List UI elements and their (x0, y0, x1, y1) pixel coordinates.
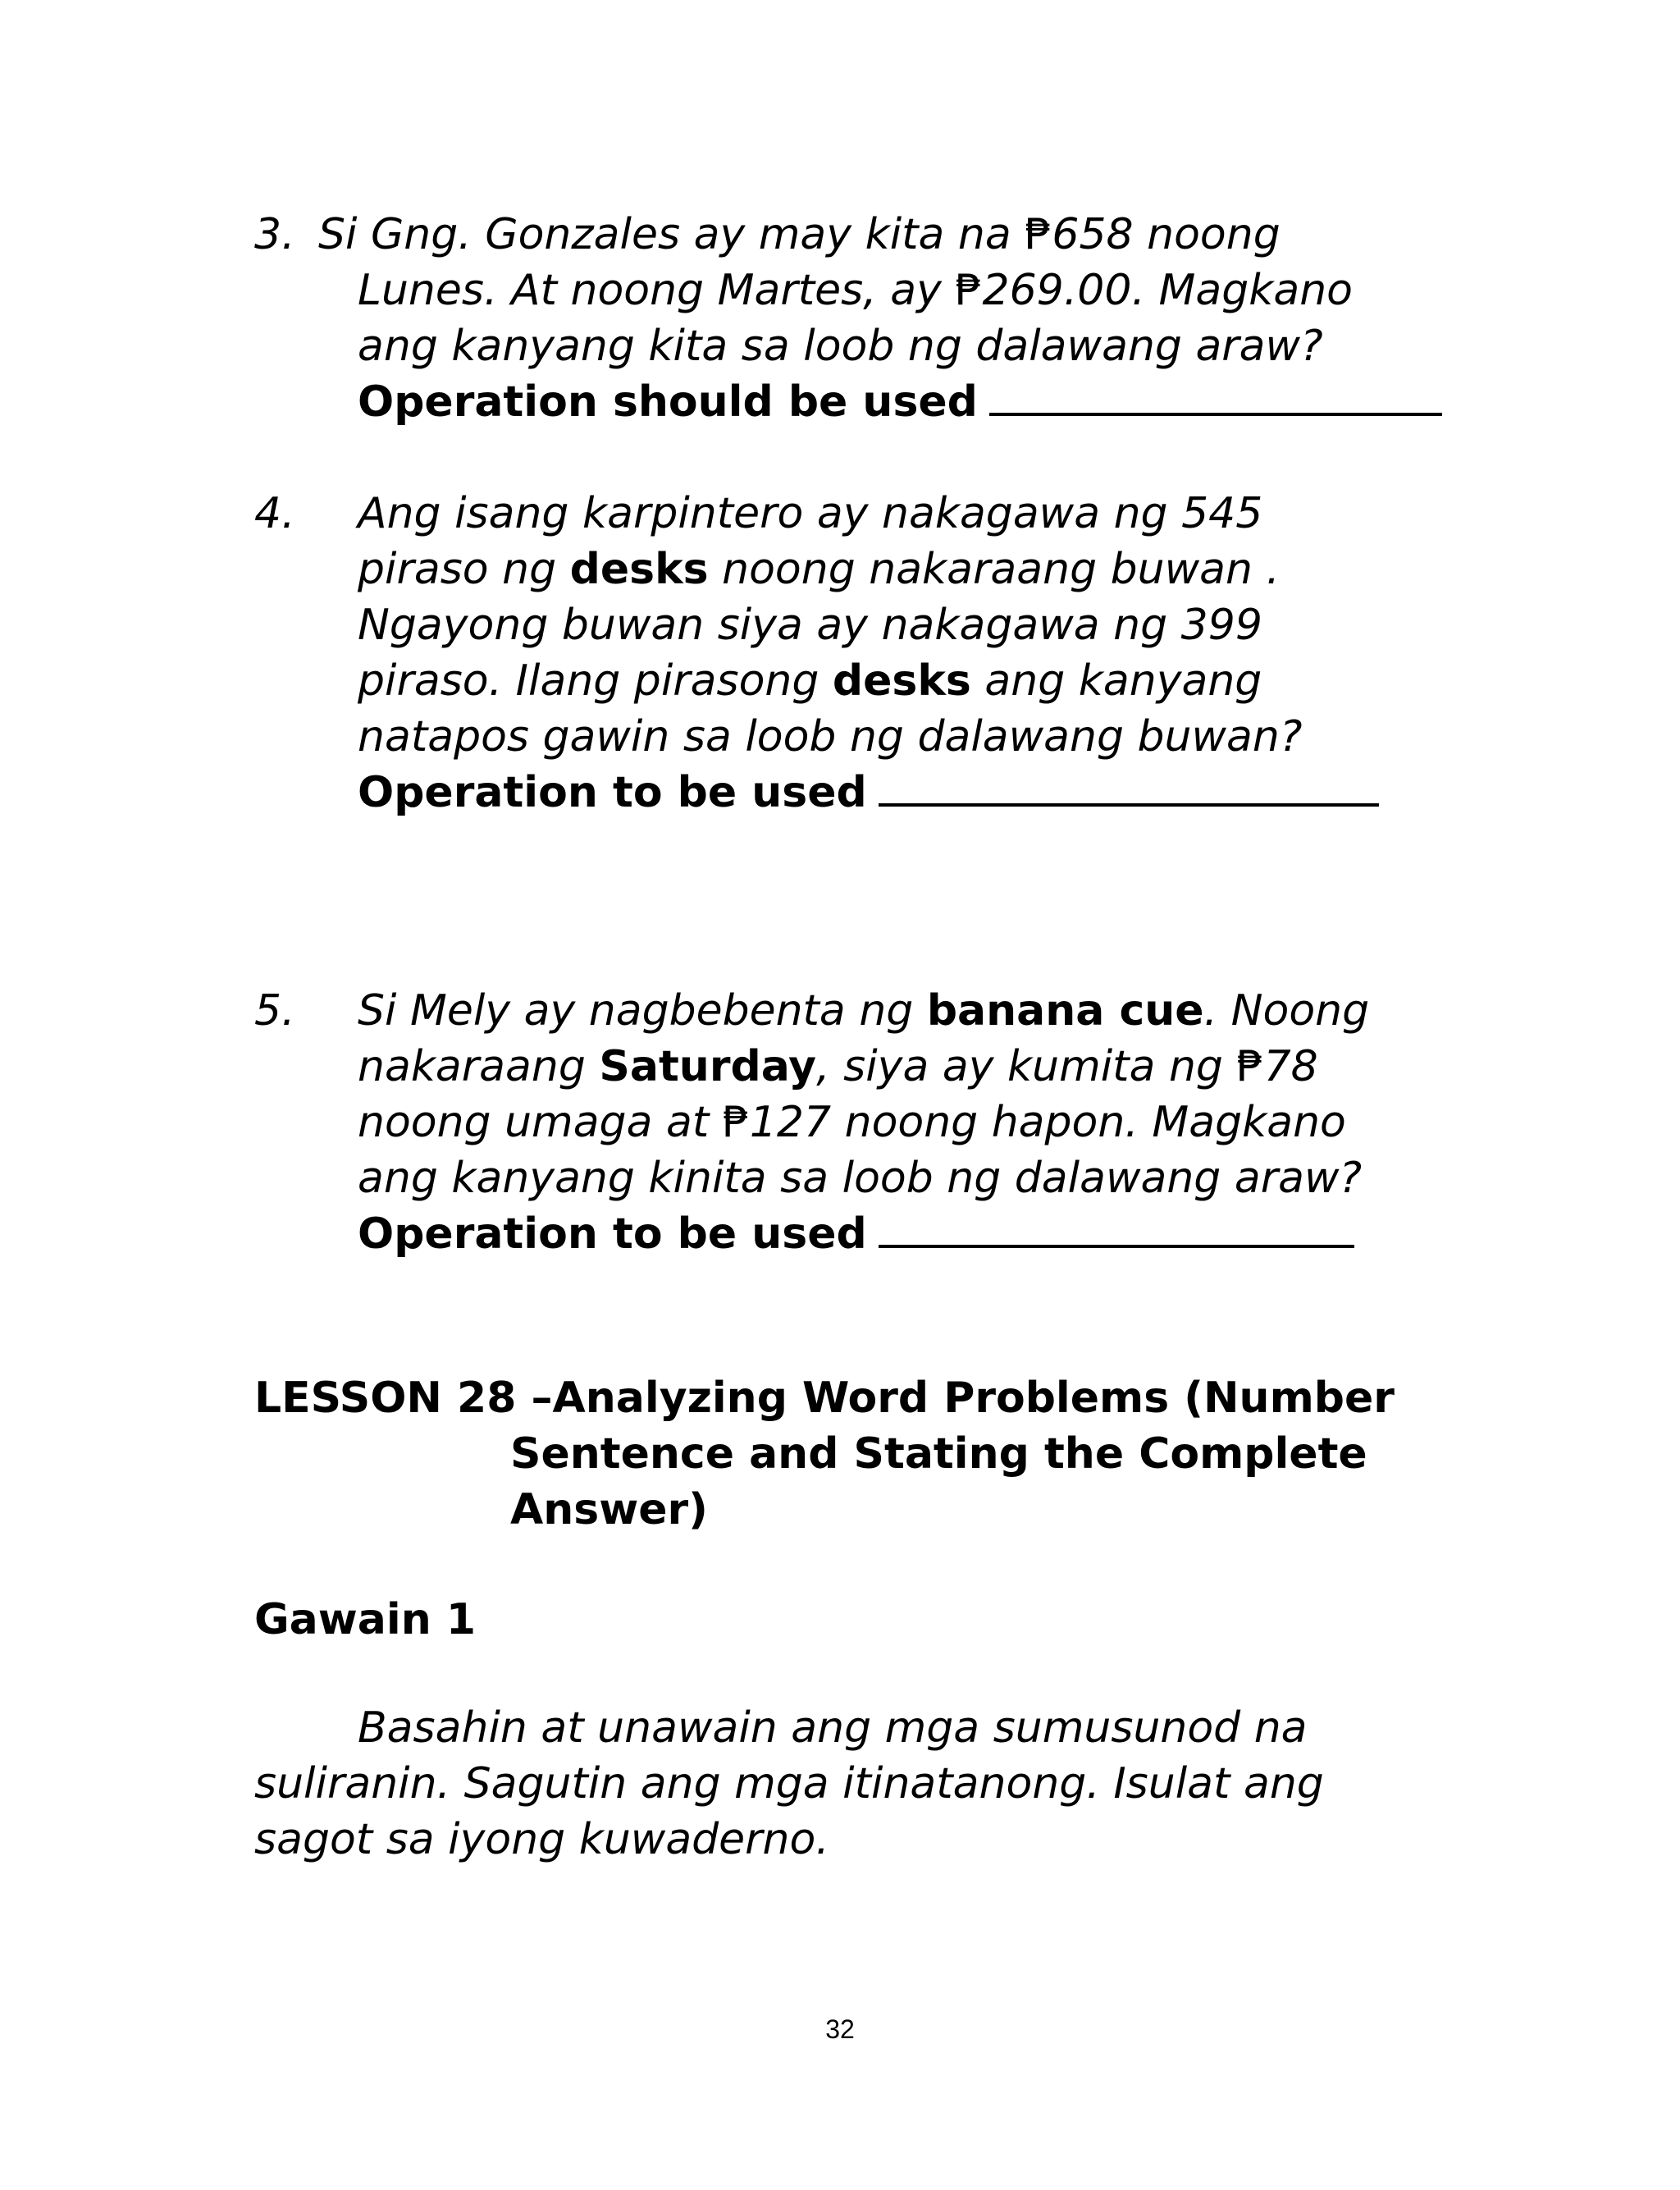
problem-4-line-4: piraso. Ilang pirasong desks ang kanyang (358, 656, 1262, 706)
problem-5-line-3: noong umaga at ₱127 noong hapon. Magkano (358, 1095, 1346, 1150)
problem-3-line-1: Si Gng. Gonzales ay may kita na ₱658 noong (318, 207, 1281, 263)
problem-3-operation: Operation should be used (358, 374, 1442, 430)
lesson-heading-line-3: Answer) (510, 1485, 708, 1534)
page-number: 32 (825, 2014, 855, 2044)
lesson-heading-line-1: LESSON 28 –Analyzing Word Problems (Number (254, 1374, 1395, 1423)
problem-4-line-3: Ngayong buwan siya ay nakagawa ng 399 (358, 601, 1262, 650)
peso-sign: ₱ (955, 266, 983, 315)
problem-number: 3. (254, 210, 295, 259)
instruction-line-2: suliranin. Sagutin ang mga itinatanong. Isulat ang (254, 1759, 1324, 1808)
peso-sign: ₱ (1236, 1042, 1264, 1091)
problem-number: 4. (254, 489, 295, 538)
peso-sign: ₱ (722, 1098, 750, 1147)
problem-4-line-1: Ang isang karpintero ay nakagawa ng 545 (358, 489, 1263, 538)
problem-3-line-3: ang kanyang kita sa loob ng dalawang araw? (358, 322, 1323, 371)
problem-5-line-1: Si Mely ay nagbebenta ng banana cue. Noong (358, 986, 1370, 1036)
problem-number: 5. (254, 986, 295, 1036)
problem-5-operation: Operation to be used (358, 1206, 1354, 1262)
problem-5-line-2: nakaraang Saturday, siya ay kumita ng ₱78 (358, 1039, 1318, 1095)
problem-3-line-2: Lunes. At noong Martes, ay ₱269.00. Magkano (358, 263, 1353, 318)
problem-4-line-2: piraso ng desks noong nakaraang buwan . (358, 545, 1281, 594)
problem-4-operation: Operation to be used (358, 765, 1379, 821)
gawain-title: Gawain 1 (254, 1595, 477, 1644)
instruction-line-1: Basahin at unawain ang mga sumusunod na (358, 1703, 1308, 1753)
problem-5-line-4: ang kanyang kinita sa loob ng dalawang araw? (358, 1154, 1363, 1203)
lesson-heading-line-2: Sentence and Stating the Complete (510, 1429, 1367, 1479)
instruction-line-3: sagot sa iyong kuwaderno. (254, 1815, 829, 1864)
peso-sign: ₱ (1025, 210, 1052, 259)
problem-4-line-5: natapos gawin sa loob ng dalawang buwan? (358, 712, 1303, 761)
answer-blank[interactable] (879, 1209, 1354, 1248)
answer-blank[interactable] (989, 377, 1442, 416)
answer-blank[interactable] (879, 767, 1379, 807)
